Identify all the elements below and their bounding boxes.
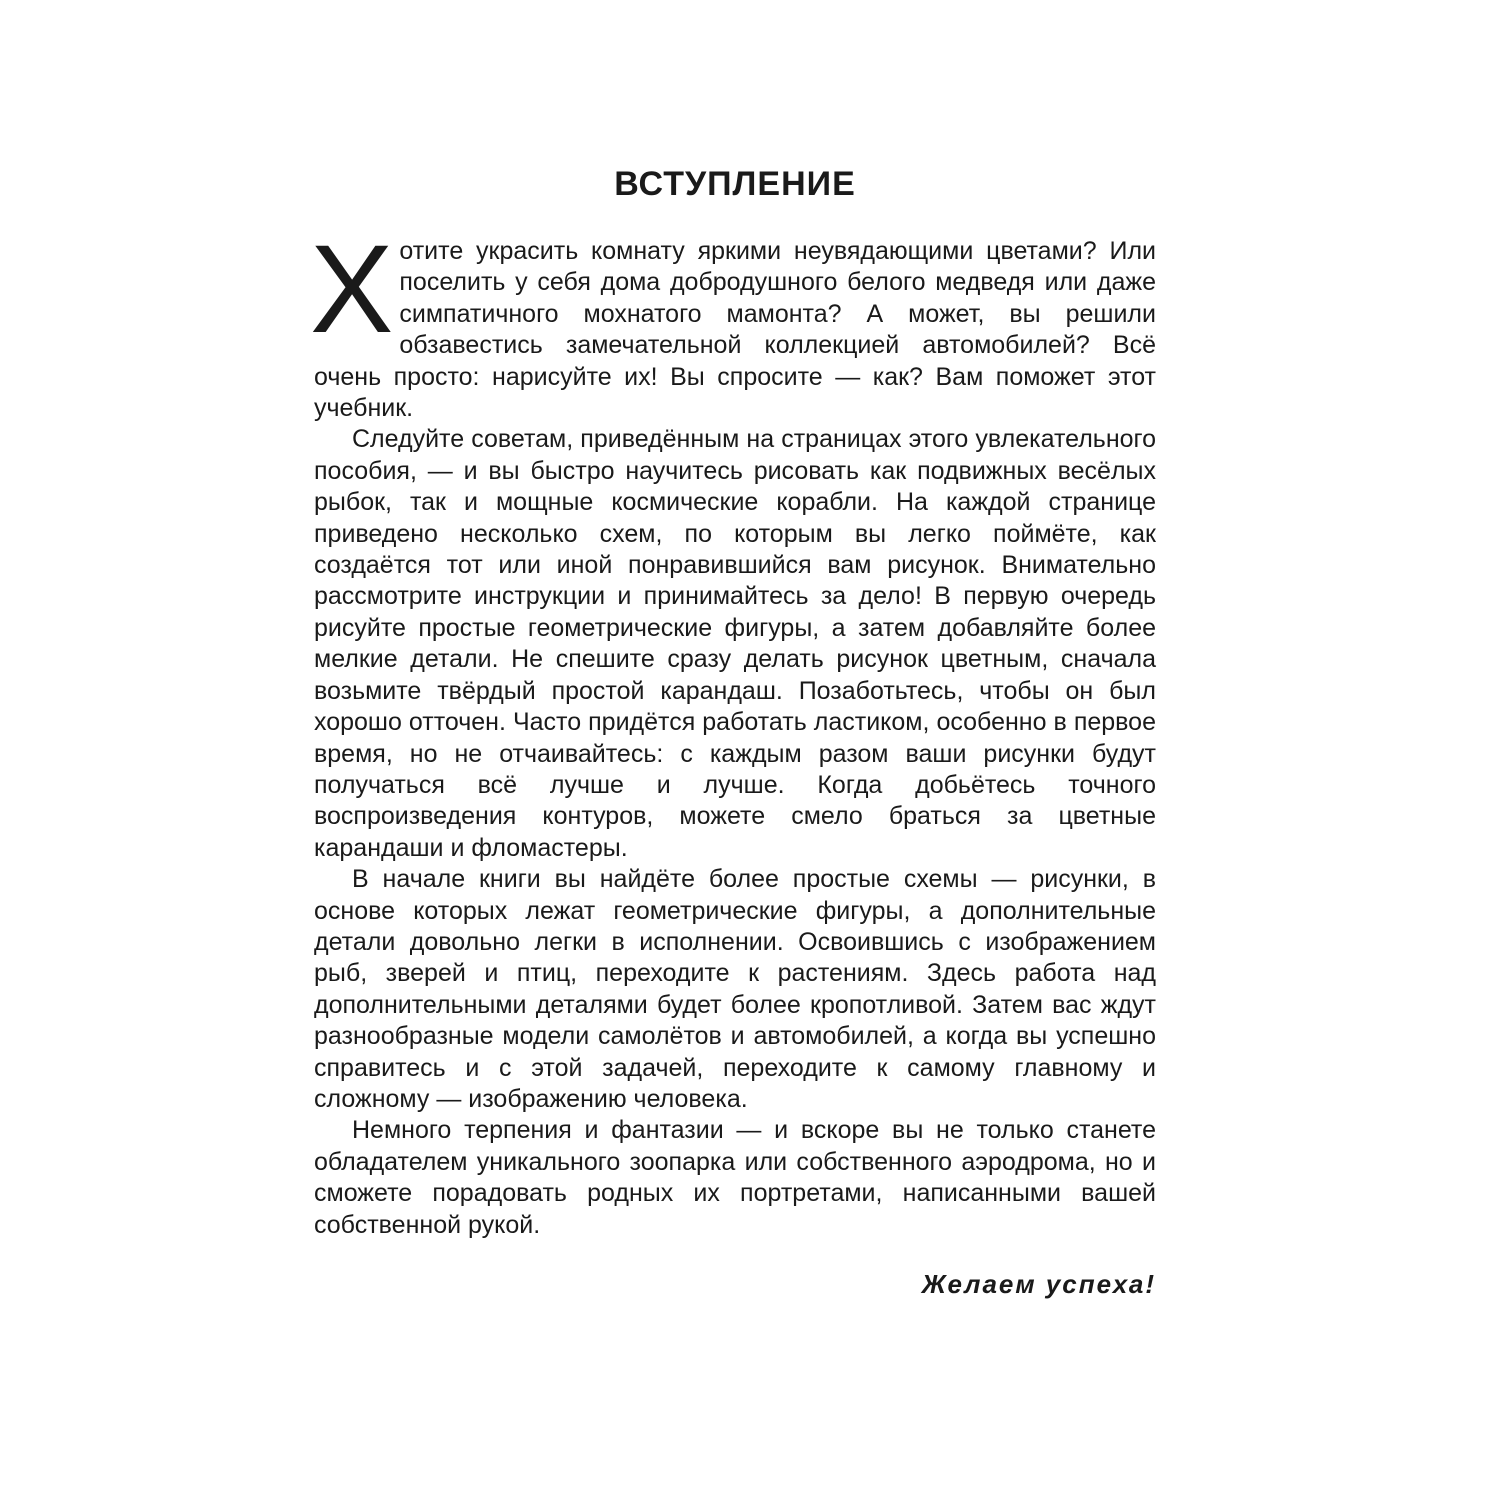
- document-page: [310, 150, 1156, 1300]
- body-text: [310, 220, 1156, 1241]
- drop-cap-letter: Х: [310, 220, 394, 359]
- paragraph-2: Следуйте советам, приведённым на страницах этого увлекательного пособия, — и вы быстро научитесь рисовать как подвижных весёлых рыбок, так и мощные космические корабли. На каждой странице приведено несколько схем, по которым вы легко поймёте, как создаётся тот или иной понравившийся вам рисунок. Внимательно рассмотрите инструкции и принимайтесь за дело! В первую очередь рисуйте простые геометрические фигуры, а затем добавляйте более мелкие детали. Не спешите сразу делать рисунок цветным, сначала возьмите твёрдый простой карандаш. Позаботьтесь, чтобы он был хорошо отточен. Часто придётся работать ластиком, особенно в первое время, но не отчаивайтесь: с каждым разом ваши рисунки будут получаться всё лучше и лучше. Когда добьётесь точного воспроизведения контуров, можете смело браться за цветные карандаши и фломастеры.: [314, 425, 1156, 862]
- paragraph-3: В начале книги вы найдёте более простые схемы — рисунки, в основе которых лежат геометрические фигуры, а дополнительные детали довольно легки в исполнении. Освоившись с изображением рыб, зверей и птиц, переходите к растениям. Здесь работа над дополнительными деталями будет более кропотливой. Затем вас ждут разнообразные модели самолётов и автомобилей, а когда вы успешно справитесь и с этой задачей, переходите к самому главному и сложному — изображению человека.: [314, 865, 1156, 1113]
- paragraph-4: Немного терпения и фантазии — и вскоре вы не только станете обладателем уникального зоопарка или собственного аэродрома, но и сможете порадовать родных их портретами, написанными вашей собственной рукой.: [314, 1116, 1156, 1239]
- paragraph-1-text: отите украсить комнату яркими неувядающими цветами? Или поселить у себя дома добродушного белого медведя или даже симпатичного мохнатого мамонта? А может, вы решили обзавестись замечательной коллекцией автомобилей? Всё очень просто: нарисуйте их! Вы спросите — как? Вам поможет этот учебник.: [314, 237, 1156, 423]
- page-title: ВСТУПЛЕНИЕ: [614, 165, 856, 203]
- closing-wish: Желаем успеха!: [921, 1269, 1156, 1299]
- paragraph-1: [310, 220, 1156, 424]
